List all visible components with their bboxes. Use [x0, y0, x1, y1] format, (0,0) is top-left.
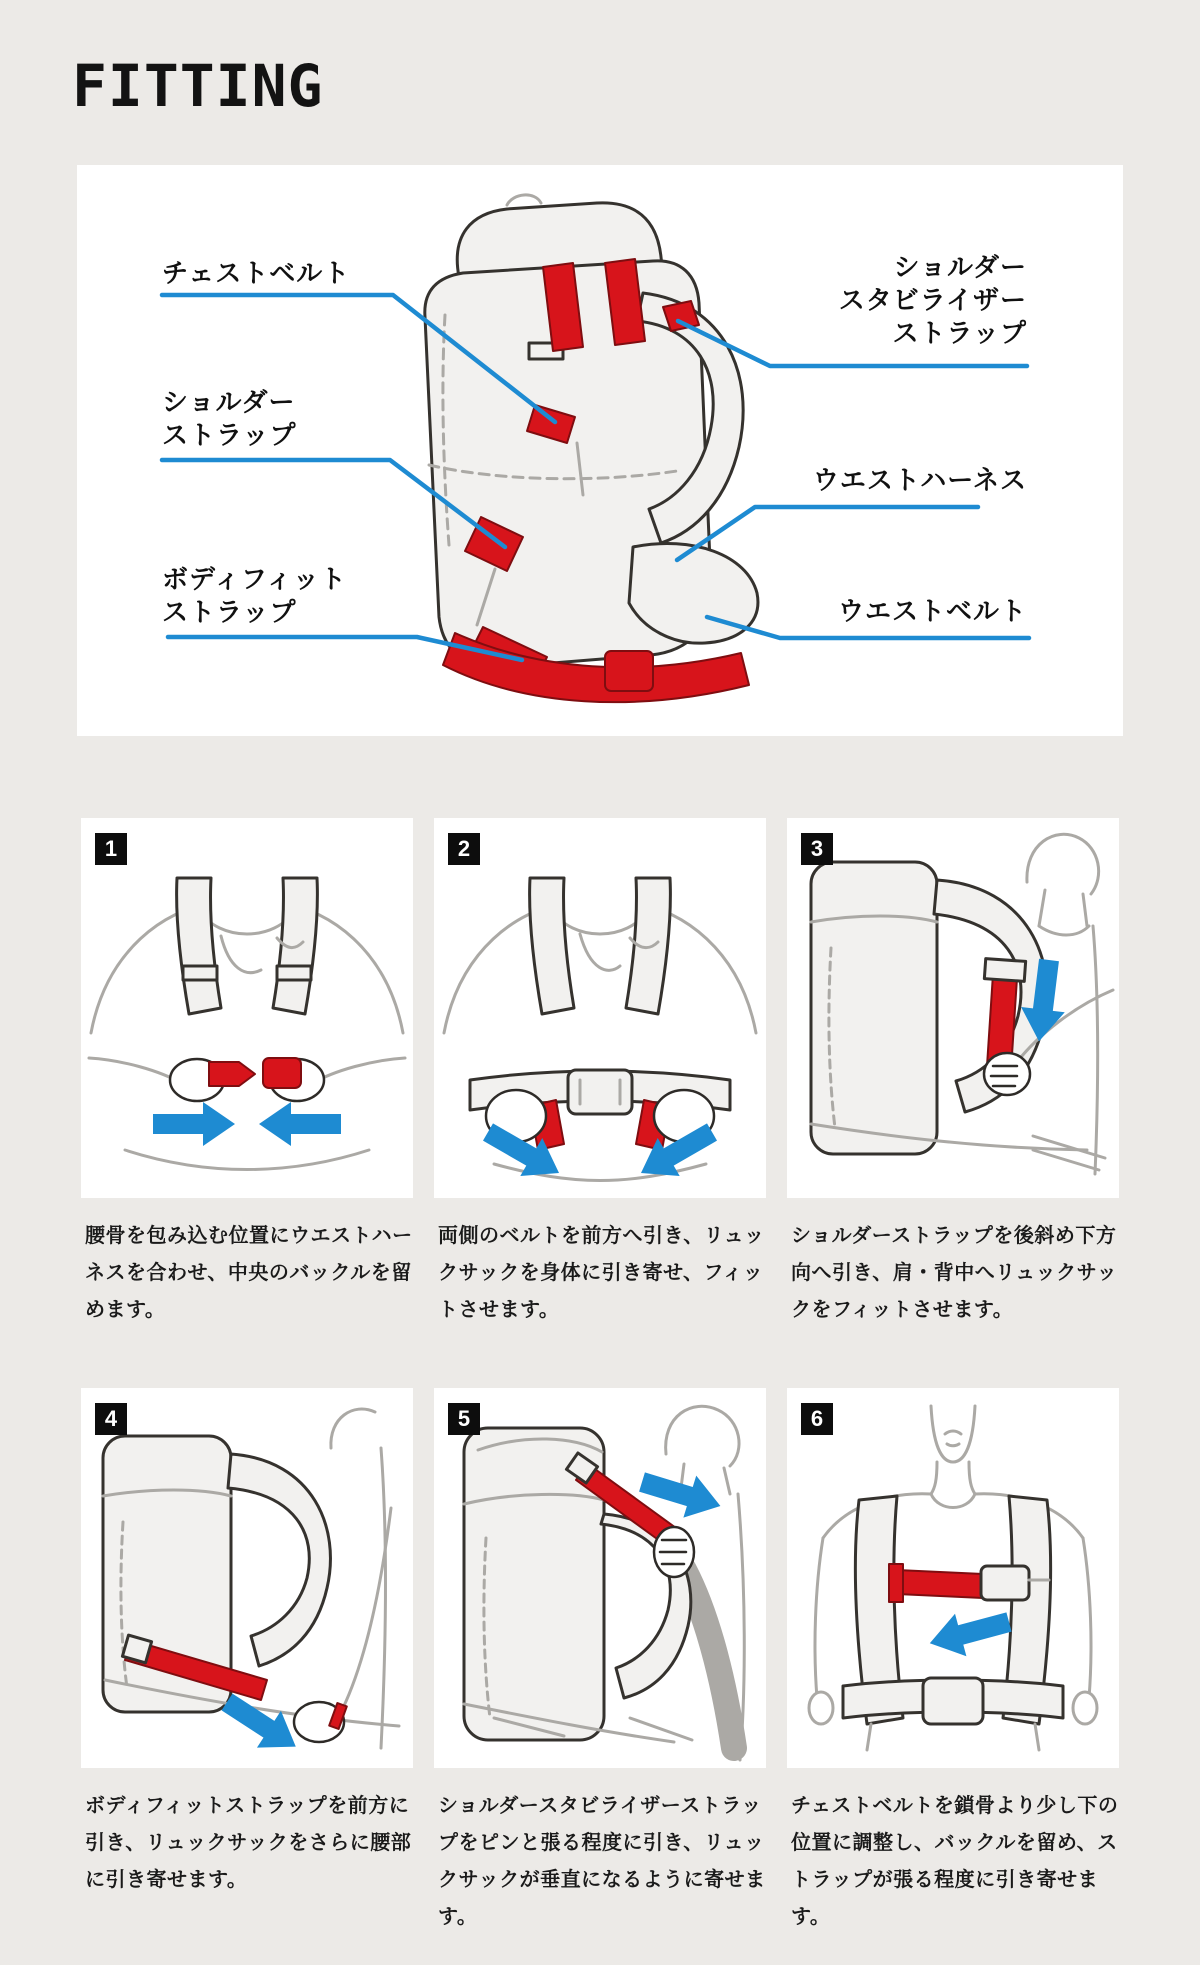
label-line: ストラップ — [162, 597, 297, 627]
step-number-badge — [801, 833, 833, 865]
callout-line-waist-harness — [677, 507, 978, 560]
strap-tails — [867, 1724, 1039, 1750]
shoulder-strap-loop — [228, 1454, 330, 1666]
body-outline — [809, 1406, 1097, 1724]
label-waist-harness — [813, 464, 1027, 497]
body-outline — [89, 878, 405, 1170]
step-4-caption: ボディフィットストラップを前方に引き、リュックサックをさらに腰部に引き寄せます。 — [85, 1795, 412, 1891]
label-line: ウエストハーネス — [812, 465, 1027, 495]
step-2-illustration — [434, 818, 766, 1198]
step-2-caption: 両側のベルトを前方へ引き、リュックサックを身体に引き寄せ、フィットさせます。 — [438, 1225, 765, 1321]
step-panel-3 — [787, 818, 1119, 1198]
fitting-diagram-panel — [77, 165, 1123, 736]
step-number-badge — [801, 1403, 833, 1435]
strap-buckle — [984, 959, 1025, 982]
hand — [984, 1053, 1030, 1095]
label-shoulder-stabilizer-strap — [839, 251, 1027, 350]
step-number-badge — [95, 833, 127, 865]
backpack-body — [425, 195, 758, 668]
body-outline — [331, 1409, 391, 1748]
step-5-illustration — [434, 1388, 766, 1768]
label-shoulder-strap — [162, 386, 296, 452]
arrow-inward-icon — [924, 1601, 1015, 1665]
step-3-caption: ショルダーストラップを後斜め下方向へ引き、肩・背中へリュックサックをフィットさせます。 — [791, 1225, 1118, 1321]
step-6-caption: チェストベルトを鎖骨より少し下の位置に調整し、バックルを留め、ストラップが張る程度に引き寄せます。 — [791, 1795, 1119, 1928]
step-3-illustration — [787, 818, 1119, 1198]
step-5-caption: ショルダースタビライザーストラップをピンと張る程度に引き、リュックサックが垂直になるように寄せます。 — [438, 1795, 766, 1928]
arrow-right-icon — [153, 1102, 235, 1146]
step-panel-6 — [787, 1388, 1119, 1768]
label-line: ボディフィット — [162, 564, 347, 594]
step-number: 5 — [457, 1406, 471, 1431]
arrow-left-icon — [259, 1102, 341, 1146]
shoulder-straps — [177, 878, 318, 1014]
label-line: スタビライザー — [838, 285, 1027, 315]
step-panel-5 — [434, 1388, 766, 1768]
step-number-badge — [448, 833, 480, 865]
waist-belt-buckle — [605, 651, 653, 691]
step-number: 2 — [457, 836, 471, 861]
label-line: ストラップ — [892, 318, 1027, 348]
step-panel-2 — [434, 818, 766, 1198]
label-waist-belt — [838, 595, 1027, 628]
label-line: ウエストベルト — [837, 596, 1027, 626]
step-number: 6 — [810, 1406, 824, 1431]
step-number-badge — [95, 1403, 127, 1435]
step-1-illustration — [81, 818, 413, 1198]
step-number: 4 — [104, 1406, 118, 1431]
strap-buckle — [122, 1635, 151, 1663]
step-number: 1 — [104, 836, 118, 861]
step-1-caption: 腰骨を包み込む位置にウエストハーネスを合わせ、中央のバックルを留めます。 — [85, 1225, 413, 1321]
shoulder-straps — [530, 878, 671, 1014]
waist-buckle — [568, 1070, 632, 1114]
label-line: ストラップ — [162, 420, 297, 450]
buckle-male-red — [209, 1062, 255, 1086]
label-line: ショルダー — [162, 387, 296, 417]
label-body-fit-strap — [162, 563, 347, 629]
chest-buckle — [981, 1566, 1029, 1600]
chest-belt-adjuster-red — [889, 1564, 903, 1602]
label-line: チェストベルト — [162, 258, 351, 288]
page-title: FITTING — [72, 52, 324, 120]
step-6-illustration — [787, 1388, 1119, 1768]
buckle-female-red — [263, 1058, 301, 1088]
step-panel-4 — [81, 1388, 413, 1768]
step-panel-1 — [81, 818, 413, 1198]
step-number-badge — [448, 1403, 480, 1435]
label-line: ショルダー — [893, 252, 1027, 282]
label-chest-belt — [162, 257, 350, 290]
chest-belt-red — [897, 1570, 983, 1598]
step-number: 3 — [810, 836, 824, 861]
waist-buckle — [923, 1678, 983, 1724]
step-4-illustration — [81, 1388, 413, 1768]
